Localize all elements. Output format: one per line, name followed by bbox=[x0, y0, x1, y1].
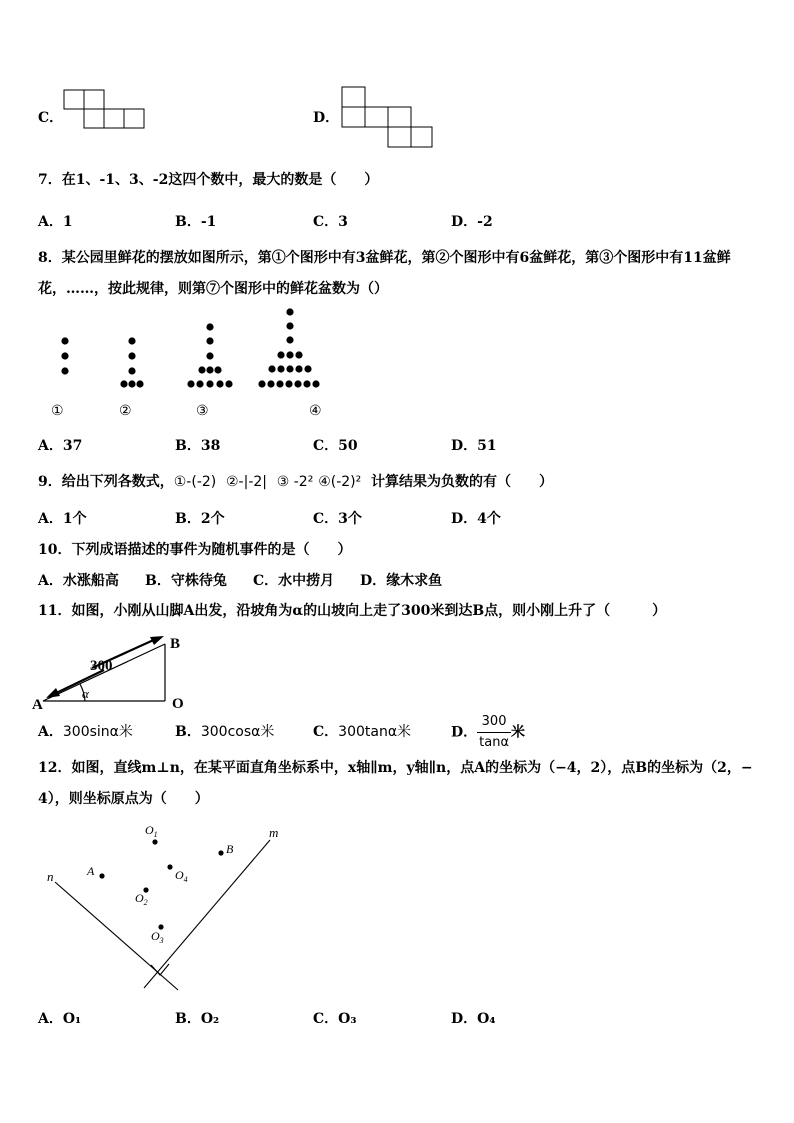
q10-stem: 10．下列成语描述的事件为随机事件的是（ ） bbox=[38, 542, 352, 558]
q8-fig-label-2: ② bbox=[119, 404, 132, 419]
q11-option-d-fraction bbox=[477, 712, 511, 753]
q11-option-d[interactable] bbox=[451, 712, 525, 753]
q12-point-o1-label: $O_1$ bbox=[145, 823, 158, 839]
q11-option-c-expr: 300tanα米 bbox=[338, 724, 412, 740]
q10-option-b[interactable]: B．守株待兔 bbox=[145, 573, 227, 589]
q9-expr-1: ①-(-2) bbox=[173, 474, 217, 490]
q7-stem: 7．在1、-1、3、-2这四个数中，最大的数是（ ） bbox=[38, 172, 379, 188]
q12-point-a-label: A bbox=[87, 864, 95, 878]
q8-option-c[interactable]: C．50 bbox=[313, 438, 358, 454]
q8-stem-line2: 花，……，按此规律，则第⑦个图形中的鲜花盆数为（） bbox=[38, 281, 388, 297]
q11-option-d-denominator: tanα bbox=[479, 735, 510, 750]
q12-option-d[interactable]: D．O₄ bbox=[451, 1011, 496, 1027]
q9-option-b[interactable]: B．2个 bbox=[175, 511, 225, 527]
q12-option-a[interactable]: A．O₁ bbox=[38, 1011, 82, 1027]
q9-expr-3: ③ -2² bbox=[276, 474, 314, 490]
q6-option-c-figure bbox=[62, 88, 146, 130]
q12-stem-line2: 4），则坐标原点为（ ） bbox=[38, 791, 209, 807]
q8-option-d[interactable]: D．51 bbox=[451, 438, 497, 454]
q11-option-a-expr: 300sinα米 bbox=[62, 724, 133, 740]
q10-option-d[interactable]: D．缘木求鱼 bbox=[360, 573, 443, 589]
q11-fig-point-b: B bbox=[170, 636, 181, 652]
q8-option-a[interactable]: A．37 bbox=[38, 438, 83, 454]
q11-option-d-unit: 米 bbox=[511, 724, 526, 741]
q10-option-c[interactable]: C．水中捞月 bbox=[253, 573, 335, 589]
q8-option-b[interactable]: B．38 bbox=[175, 438, 221, 454]
q9-suffix: 计算结果为负数的有（ ） bbox=[371, 474, 553, 490]
q11-option-d-numerator: 300 bbox=[477, 712, 511, 733]
q8-stem-line1: 8．某公园里鲜花的摆放如图所示，第①个图形中有3盆鲜花，第②个图形中有6盆鲜花，第③个图形中有11盆鲜 bbox=[38, 250, 731, 266]
q11-option-a[interactable] bbox=[38, 722, 133, 742]
q9-stem bbox=[38, 472, 553, 492]
q7-option-d[interactable]: D．-2 bbox=[451, 214, 493, 230]
q11-option-c[interactable] bbox=[313, 722, 411, 742]
q11-fig-length: 300 bbox=[90, 658, 113, 674]
q12-line-n-label: n bbox=[47, 869, 54, 884]
q12-point-o2-label: $O_2$ bbox=[135, 891, 148, 907]
q12-point-o4-label: $O_4$ bbox=[175, 868, 188, 884]
q6-option-d-figure bbox=[340, 85, 435, 151]
q11-fig-angle: α bbox=[82, 686, 89, 701]
q7-option-c[interactable]: C．3 bbox=[313, 214, 348, 230]
q11-slope-figure bbox=[30, 628, 200, 716]
q11-option-b[interactable] bbox=[175, 722, 274, 742]
q9-option-a[interactable]: A．1个 bbox=[38, 511, 87, 527]
q9-expr-4: ④(-2)² bbox=[318, 474, 362, 490]
q11-stem: 11．如图，小刚从山脚A出发，沿坡角为α的山坡向上走了300米到达B点，则小刚上升了（ ） bbox=[38, 603, 667, 619]
q9-expr-2: ②-|-2| bbox=[226, 474, 267, 490]
q12-stem-line1: 12．如图，直线m⊥n，在某平面直角坐标系中，x轴∥m，y轴∥n，点A的坐标为（−4，2），点B的坐标为（2，− bbox=[38, 760, 753, 776]
q8-fig-label-1: ① bbox=[51, 404, 64, 419]
q8-flower-figures bbox=[40, 300, 360, 425]
q6-option-d[interactable]: D． bbox=[313, 110, 340, 126]
q9-option-d[interactable]: D．4个 bbox=[451, 511, 501, 527]
q9-option-c[interactable]: C．3个 bbox=[313, 511, 362, 527]
q11-option-b-label: B． bbox=[175, 724, 201, 740]
q10-option-a[interactable]: A．水涨船高 bbox=[38, 573, 119, 589]
q9-prefix: 9．给出下列各数式， bbox=[38, 474, 174, 490]
q12-coordinate-figure bbox=[40, 818, 290, 998]
q11-fig-point-a: A bbox=[32, 697, 43, 713]
q8-fig-label-4: ④ bbox=[309, 404, 322, 419]
q11-fig-point-o: O bbox=[172, 696, 184, 712]
q12-line-m-label: m bbox=[269, 825, 279, 840]
q12-option-c[interactable]: C．O₃ bbox=[313, 1011, 357, 1027]
q6-option-c[interactable]: C． bbox=[38, 110, 64, 126]
q11-option-b-expr: 300cosα米 bbox=[200, 724, 275, 740]
q11-option-c-label: C． bbox=[313, 724, 339, 740]
q12-point-b-label: B bbox=[226, 842, 234, 856]
q11-option-a-label: A． bbox=[38, 724, 63, 740]
q8-fig-label-3: ③ bbox=[196, 404, 209, 419]
q7-option-b[interactable]: B．-1 bbox=[175, 214, 217, 230]
q12-point-o3-label: $O_3$ bbox=[151, 929, 164, 945]
q11-option-d-label: D． bbox=[451, 724, 478, 741]
q12-option-b[interactable]: B．O₂ bbox=[175, 1011, 220, 1027]
q7-option-a[interactable]: A．1 bbox=[38, 214, 73, 230]
